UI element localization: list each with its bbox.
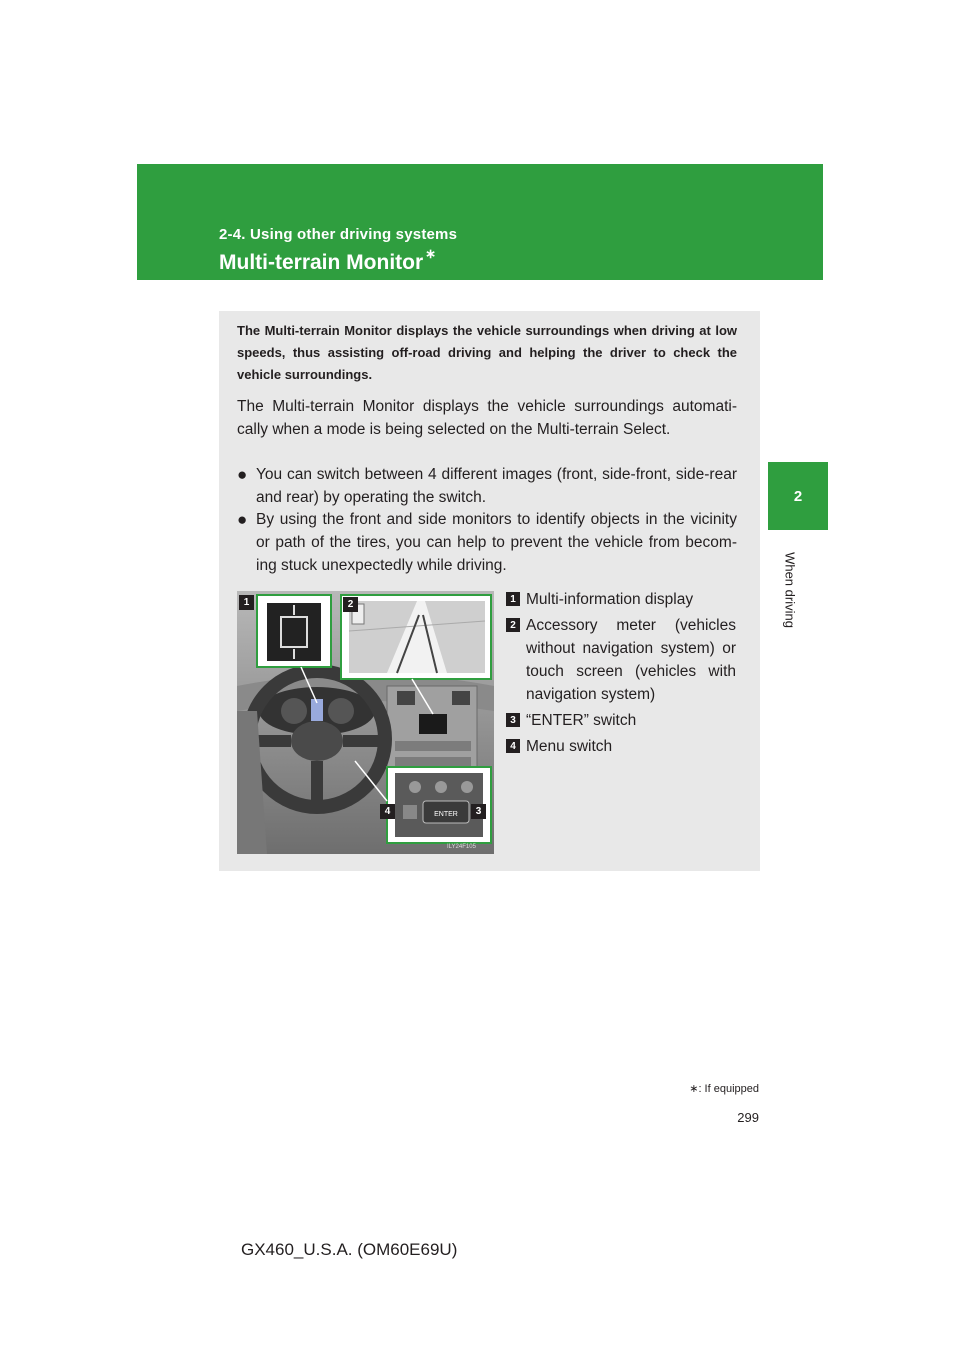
dashboard-figure: [237, 591, 494, 854]
section-label: 2-4. Using other driving systems: [219, 226, 458, 243]
bullet-mark: ●: [237, 510, 248, 529]
footnote: [600, 1082, 759, 1095]
bullet-text: By using the front and side monitors to identify objects in the vicinity or path of the tires, you can help to prevent the vehicle from becom-ing stuck unexpectedly while driving.: [256, 511, 737, 574]
legend-number: 2: [506, 618, 520, 632]
page-number: 299: [737, 1110, 759, 1125]
dashboard-illustration: [237, 591, 494, 854]
legend-item: [506, 614, 736, 706]
bullet-item: [237, 508, 737, 577]
intro-paragraph: The Multi-terrain Monitor displays the vehicle surroundings automati-cally when a mode is being selected on the Multi-terrain Select.: [237, 398, 737, 438]
image-code: ILY24F105: [447, 844, 476, 850]
callout-1: 1: [239, 595, 254, 610]
legend-item: [506, 735, 736, 758]
callout-4: 4: [380, 804, 395, 819]
bullet-text: You can switch between 4 different images (front, side-front, side-rear and rear) by operating the switch.: [256, 466, 737, 506]
intro-summary: The Multi-terrain Monitor displays the vehicle surroundings when driving at low speeds, thus assisting off-road driving and helping the driver to check the vehicle surroundings.: [237, 323, 737, 382]
legend-item: [506, 709, 736, 732]
legend-number: 4: [506, 739, 520, 753]
page-title-text: Multi-terrain Monitor: [219, 251, 424, 274]
legend-number: 3: [506, 713, 520, 727]
footnote-mark: ∗: [689, 1083, 699, 1095]
chapter-tab[interactable]: 2: [768, 462, 828, 530]
legend-number: 1: [506, 592, 520, 606]
if-equipped-mark: ∗: [425, 246, 437, 261]
callout-2: 2: [343, 597, 358, 612]
legend-text: “ENTER” switch: [526, 712, 637, 729]
footnote-text: : If equipped: [698, 1083, 759, 1095]
legend-text: Menu switch: [526, 738, 613, 755]
figure-legend: [506, 588, 736, 761]
chapter-label-text: When driving: [782, 552, 798, 628]
legend-text: Multi-information display: [526, 591, 694, 608]
page-title: [219, 246, 437, 275]
enter-switch-label: ENTER: [434, 811, 458, 818]
legend-item: [506, 588, 736, 611]
bullet-item: [237, 463, 737, 509]
chapter-label: [780, 545, 800, 635]
model-code: GX460_U.S.A. (OM60E69U): [241, 1240, 458, 1259]
legend-text: Accessory meter (vehicles without navigation system) or touch screen (vehicles with navigation system): [526, 617, 736, 703]
bullet-mark: ●: [237, 465, 248, 484]
callout-3: 3: [471, 804, 486, 819]
